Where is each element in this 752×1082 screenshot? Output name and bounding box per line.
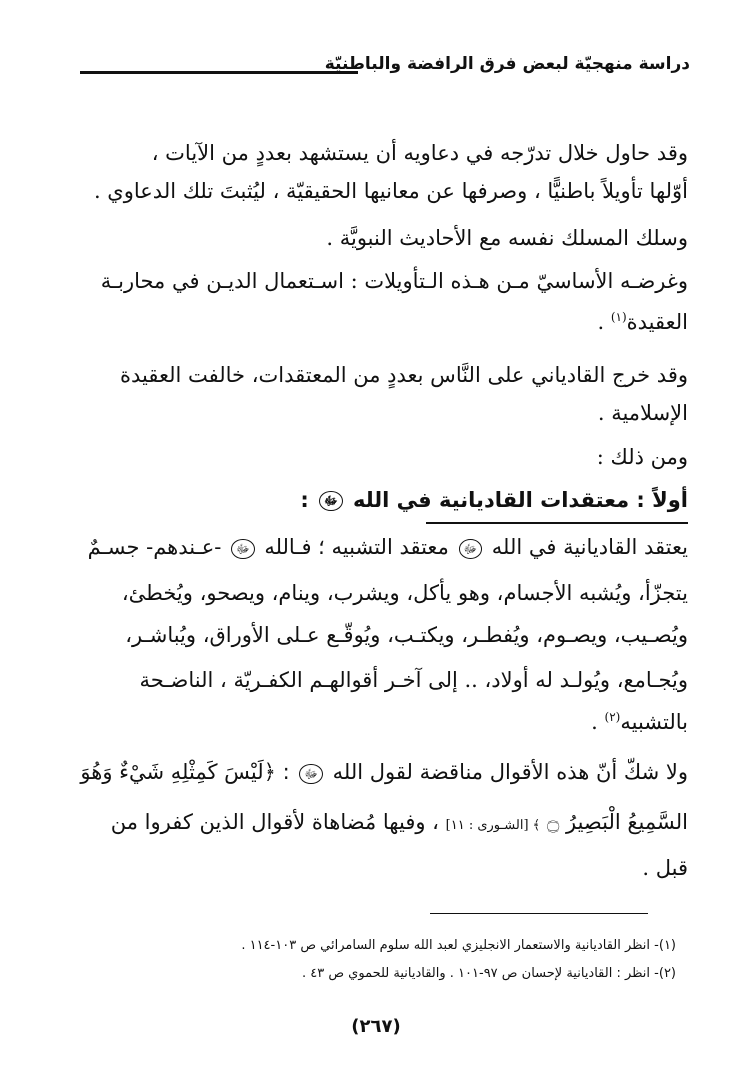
footnote-1: (١)- انظر القاديانية والاستعمار الانجليزي لعبد الله سلوم السامرائي ص ١٠٣-١١٤ . [241, 938, 676, 953]
text-line: ومن ذلك : [596, 445, 688, 469]
footnote-mark: (٢) [604, 710, 621, 724]
text-line [591, 712, 688, 733]
footnote-2: (٢)- انظر : القاديانية لإحسان ص ٩٧-١٠١ . والقاديانية للحموي ص ٤٣ . [301, 966, 676, 981]
text-line [80, 762, 688, 784]
header-rule [80, 71, 358, 74]
text-segment: . [591, 710, 605, 734]
text-segment: . [597, 310, 611, 334]
text-segment: ولا شكّ أنّ هذه الأقوال مناقضة لقول الله [332, 760, 688, 784]
section-heading [300, 488, 688, 512]
quran-quote: : ﴿لَيْسَ كَمِثْلِهِ شَيْءٌ وَهُوَ [80, 760, 297, 784]
text-line [597, 312, 688, 333]
running-header-title: دراسة منهجيّة لبعض فرق الرافضة والباطنيّة [324, 54, 690, 74]
heading-text: أولاً : معتقدات القاديانية في الله [352, 488, 688, 512]
text-line: وسلك المسلك نفسه مع الأحاديث النبويَّة . [326, 226, 688, 250]
text-line: يتجزّأ، ويُشبه الأجسام، وهو يأكل، ويشرب، وينام، ويصحو، ويُخطئ، [121, 581, 688, 605]
text-line: وغرضـه الأساسيّ مـن هـذه الـتأويلات : اسـتعمال الديـن في محاربـة [100, 269, 688, 293]
page-number: (٢٦٧) [351, 1016, 401, 1037]
text-line [111, 812, 688, 836]
text-segment: يعتقد القاديانية في الله [491, 535, 688, 559]
heading-suffix: : [300, 488, 317, 512]
text-line: أوّلها تأويلاً باطنيًّا ، وصرفها عن معانيها الحقيقيّة ، ليُثبتَ تلك الدعاوي . [93, 179, 688, 203]
honorific-glyph: ﷻ [231, 539, 255, 559]
text-line [88, 537, 688, 559]
quran-quote: السَّمِيعُ الْبَصِيرُ ۝ [547, 810, 688, 834]
text-segment: ، وفيها مُضاهاة لأقوال الذين كفروا من [110, 810, 446, 834]
footnote-separator [430, 913, 648, 914]
text-segment: -عـندهم- جسـمٌ [87, 535, 222, 559]
text-segment: معتقد التشبيه ؛ فـالله [264, 535, 449, 559]
text-line: ويُصـيب، ويصـوم، ويُفطـر، ويكتـب، ويُوقّـع عـلى الأوراق، ويُباشـر، [125, 623, 688, 647]
heading-underline [426, 522, 688, 524]
honorific-glyph: ﷻ [459, 539, 483, 559]
text-line: الإسلامية . [597, 401, 688, 425]
text-line: ويُجـامع، ويُولـد له أولاد، .. إلى آخـر أقوالهـم الكفـريّة ، الناضـحة [139, 668, 688, 692]
text-segment: بالتشبيه [620, 710, 688, 734]
text-line: وقد خرج القادياني على النَّاس بعددٍ من المعتقدات، خالفت العقيدة [119, 363, 688, 387]
text-segment: العقيدة [626, 310, 688, 334]
honorific-glyph: ﷻ [319, 491, 343, 511]
text-line: قبل . [642, 856, 688, 880]
surah-reference: ﴾ [الشـورى : ١١] [445, 818, 541, 833]
honorific-glyph: ﷻ [299, 764, 323, 784]
text-line: وقد حاول خلال تدرّجه في دعاويه أن يستشهد بعددٍ من الآيات ، [151, 141, 688, 165]
footnote-mark: (١) [610, 310, 627, 324]
